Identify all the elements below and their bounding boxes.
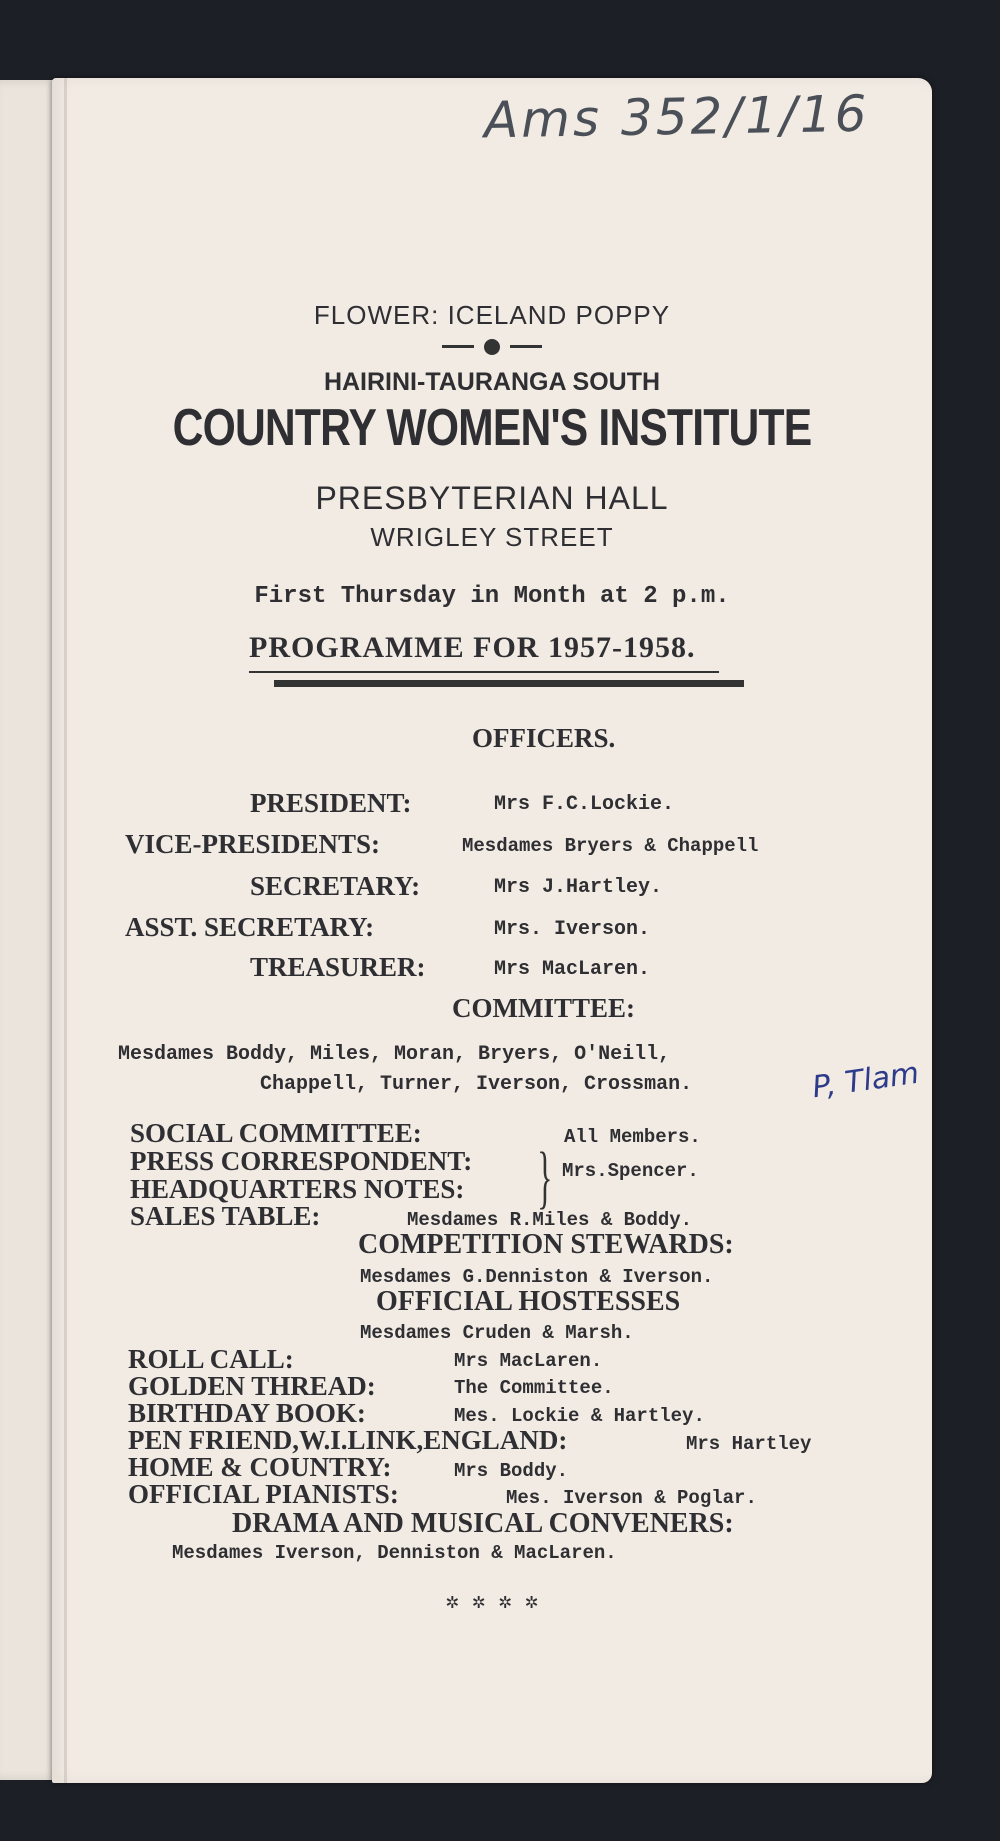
programme-page [52, 78, 932, 1783]
archive-reference: Ams 352/1/16 [483, 84, 870, 150]
organisation-title: COUNTRY WOMEN'S INSTITUTE [172, 399, 812, 457]
vice-presidents-value: Mesdames Bryers & Chappell [462, 835, 759, 857]
programme-title: PROGRAMME FOR 1957-1958. [249, 631, 696, 664]
official-pianists-value: Mes. Iverson & Poglar. [506, 1487, 757, 1509]
programme-underline [249, 671, 719, 673]
header-divider [52, 338, 932, 356]
committee-line-2: Chappell, Turner, Iverson, Crossman. [260, 1073, 693, 1096]
officers-heading: OFFICERS. [472, 723, 616, 753]
handwritten-addition: P, Tlam [810, 1055, 922, 1106]
secretary-value: Mrs J.Hartley. [494, 876, 663, 899]
closing-ornament: ✲ ✲ ✲ ✲ [445, 1590, 539, 1615]
headquarters-notes-label: HEADQUARTERS NOTES: [130, 1174, 465, 1204]
press-hq-value: Mrs.Spencer. [562, 1160, 699, 1182]
meeting-time: First Thursday in Month at 2 p.m. [254, 583, 730, 610]
pen-friend-label: PEN FRIEND,W.I.LINK,ENGLAND: [128, 1425, 568, 1455]
pen-friend-value: Mrs Hartley [686, 1433, 812, 1455]
golden-thread-label: GOLDEN THREAD: [128, 1371, 376, 1401]
social-committee-label: SOCIAL COMMITTEE: [130, 1118, 422, 1148]
drama-heading: DRAMA AND MUSICAL CONVENERS: [232, 1508, 734, 1539]
hostesses-value: Mesdames Cruden & Marsh. [360, 1322, 634, 1344]
stewards-heading: COMPETITION STEWARDS: [358, 1229, 734, 1260]
official-pianists-label: OFFICIAL PIANISTS: [128, 1479, 399, 1509]
secretary-label: SECRETARY: [250, 871, 421, 901]
brace: } [537, 1139, 553, 1216]
golden-thread-value: The Committee. [454, 1377, 614, 1399]
stewards-value: Mesdames G.Denniston & Iverson. [360, 1266, 714, 1288]
drama-value: Mesdames Iverson, Denniston & MacLaren. [172, 1542, 617, 1564]
press-correspondent-label: PRESS CORRESPONDENT: [130, 1146, 473, 1176]
sales-table-label: SALES TABLE: [130, 1201, 321, 1231]
president-label: PRESIDENT: [250, 788, 412, 818]
social-committee-value: All Members. [564, 1126, 701, 1148]
programme-rule [274, 680, 744, 687]
sales-table-value: Mesdames R.Miles & Boddy. [407, 1209, 693, 1231]
hostesses-heading: OFFICIAL HOSTESSES [376, 1286, 681, 1317]
home-country-value: Mrs Boddy. [454, 1460, 569, 1482]
roll-call-label: ROLL CALL: [128, 1344, 294, 1374]
branch-name: HAIRINI-TAURANGA SOUTH [323, 368, 661, 396]
venue-street: WRIGLEY STREET [370, 522, 614, 552]
vice-presidents-label: VICE-PRESIDENTS: [125, 829, 381, 859]
asst-secretary-label: ASST. SECRETARY: [125, 912, 375, 942]
president-value: Mrs F.C.Lockie. [494, 793, 675, 816]
committee-line-1: Mesdames Boddy, Miles, Moran, Bryers, O'Neill, [118, 1043, 671, 1066]
previous-page-edge [0, 80, 60, 1780]
birthday-book-value: Mes. Lockie & Hartley. [454, 1405, 705, 1427]
treasurer-value: Mrs MacLaren. [494, 958, 651, 981]
asst-secretary-value: Mrs. Iverson. [494, 918, 651, 941]
venue-hall: PRESBYTERIAN HALL [315, 480, 669, 516]
flower-line: FLOWER: ICELAND POPPY [313, 300, 671, 330]
page-fold [64, 78, 67, 1783]
roll-call-value: Mrs MacLaren. [454, 1350, 603, 1372]
birthday-book-label: BIRTHDAY BOOK: [128, 1398, 366, 1428]
treasurer-label: TREASURER: [250, 952, 426, 982]
home-country-label: HOME & COUNTRY: [128, 1452, 392, 1482]
committee-heading: COMMITTEE: [452, 993, 636, 1023]
